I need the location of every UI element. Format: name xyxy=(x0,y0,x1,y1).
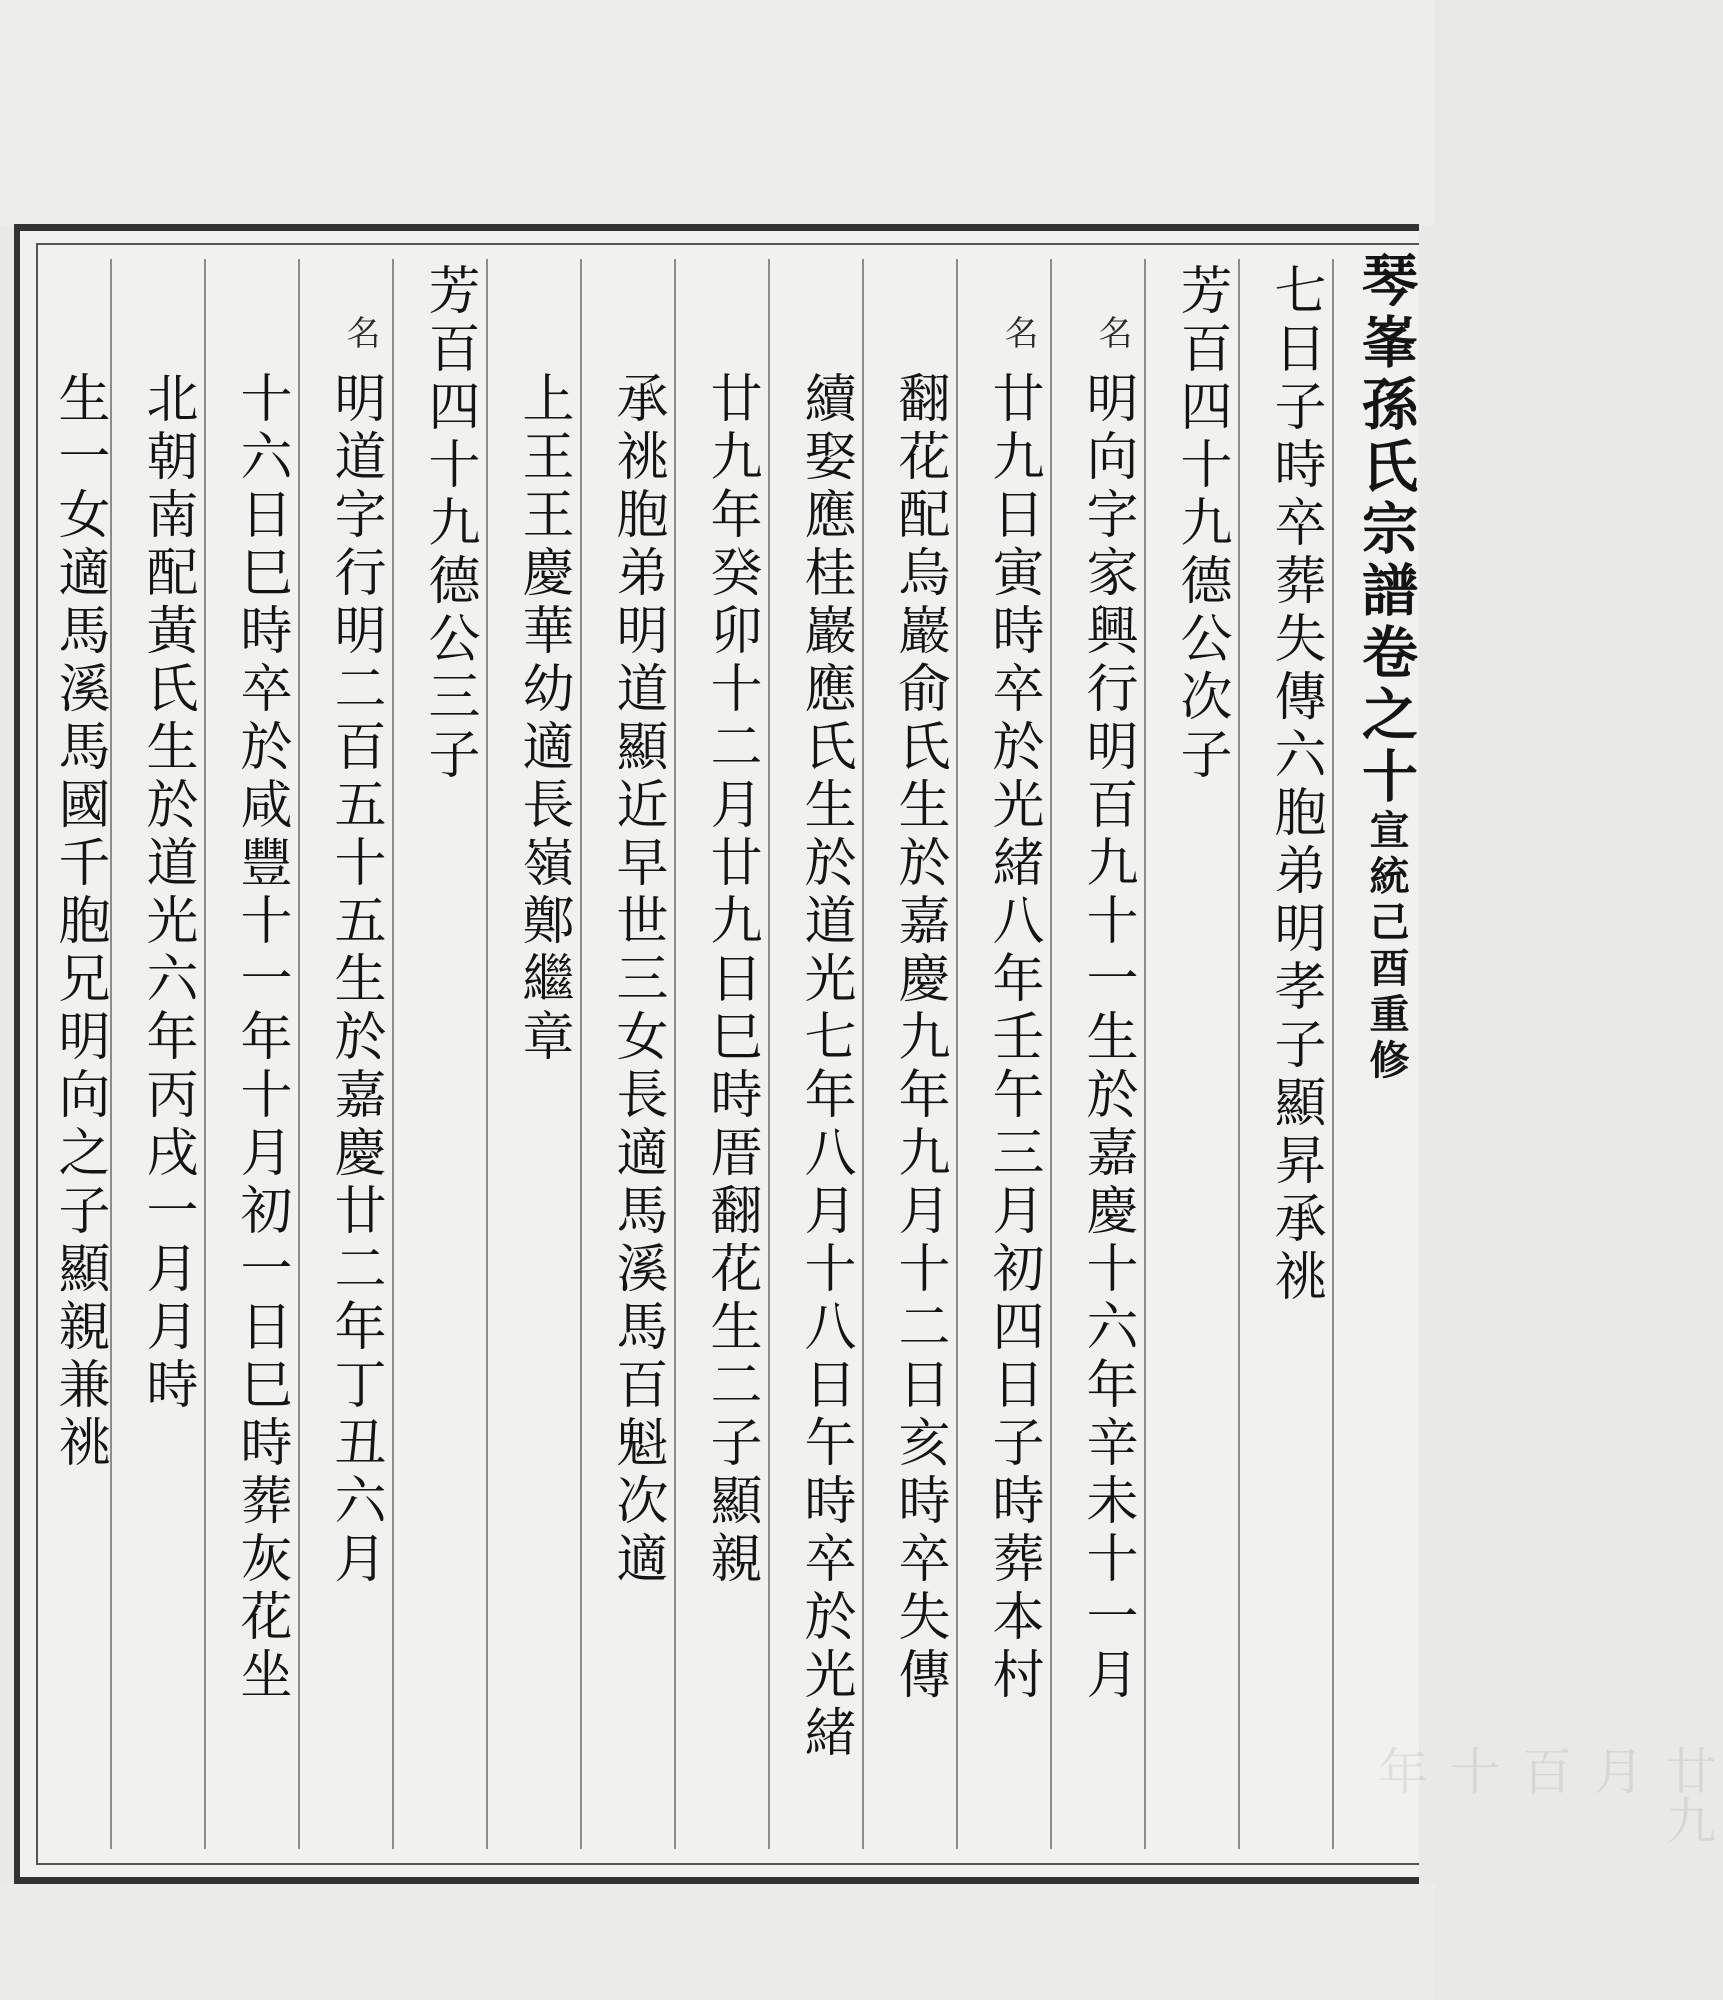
text-column-8: 承祧胞弟明道顯近早世三女長適馬溪馬百魁次適 xyxy=(607,371,667,1589)
text-column-1: 七日子時卒葬失傳六胞弟明孝子顯昇承祧 xyxy=(1265,263,1325,1307)
text-column-6: 續娶應桂巖應氏生於道光七年八月十八日午時卒於光緒 xyxy=(795,371,855,1763)
text-column-10: 芳百四十九德公三子 xyxy=(419,263,479,785)
text-column-3: 明向字家興行明百九十一生於嘉慶十六年辛未十一月 xyxy=(1077,371,1137,1705)
name-marker: 名 xyxy=(340,315,380,355)
text-column-13: 北朝南配黃氏生於道光六年丙戌一月月時 xyxy=(137,371,197,1415)
text-column-12: 十六日巳時卒於咸豐十一年十月初一日巳時葬灰花坐 xyxy=(231,371,291,1705)
book-title: 琴峯孫氏宗譜 xyxy=(1353,251,1419,623)
text-frame xyxy=(36,243,1716,1865)
text-column-2: 芳百四十九德公次子 xyxy=(1171,263,1231,785)
text-column-7: 廿九年癸卯十二月廿九日巳時厝翻花生二子顯親 xyxy=(701,371,761,1589)
text-column-4: 廿九日寅時卒於光緒八年壬午三月初四日子時葬本村 xyxy=(983,371,1043,1705)
name-marker: 名 xyxy=(1092,315,1132,355)
genealogy-page xyxy=(14,224,1716,1884)
edition-label: 宣統己酉重修 xyxy=(1363,809,1410,1085)
text-column-9: 上王王慶華幼適長嶺鄭繼章 xyxy=(513,371,573,1067)
bleed-through-text: 廿九月 百 十 年 xyxy=(1370,1745,1716,1845)
text-column-5: 翻花配烏巖俞氏生於嘉慶九年九月十二日亥時卒失傳 xyxy=(889,371,949,1705)
text-column-11: 明道字行明二百五十五生於嘉慶廿二年丁丑六月 xyxy=(325,371,385,1589)
page-top-margin xyxy=(0,0,1435,225)
text-column-14: 生一女適馬溪馬國千胞兄明向之子顯親兼祧 xyxy=(49,371,109,1473)
book-header xyxy=(1353,251,1426,1085)
page-bottom-margin xyxy=(0,1884,1435,2000)
volume-label: 卷之十 xyxy=(1353,623,1419,809)
name-marker: 名 xyxy=(998,315,1038,355)
